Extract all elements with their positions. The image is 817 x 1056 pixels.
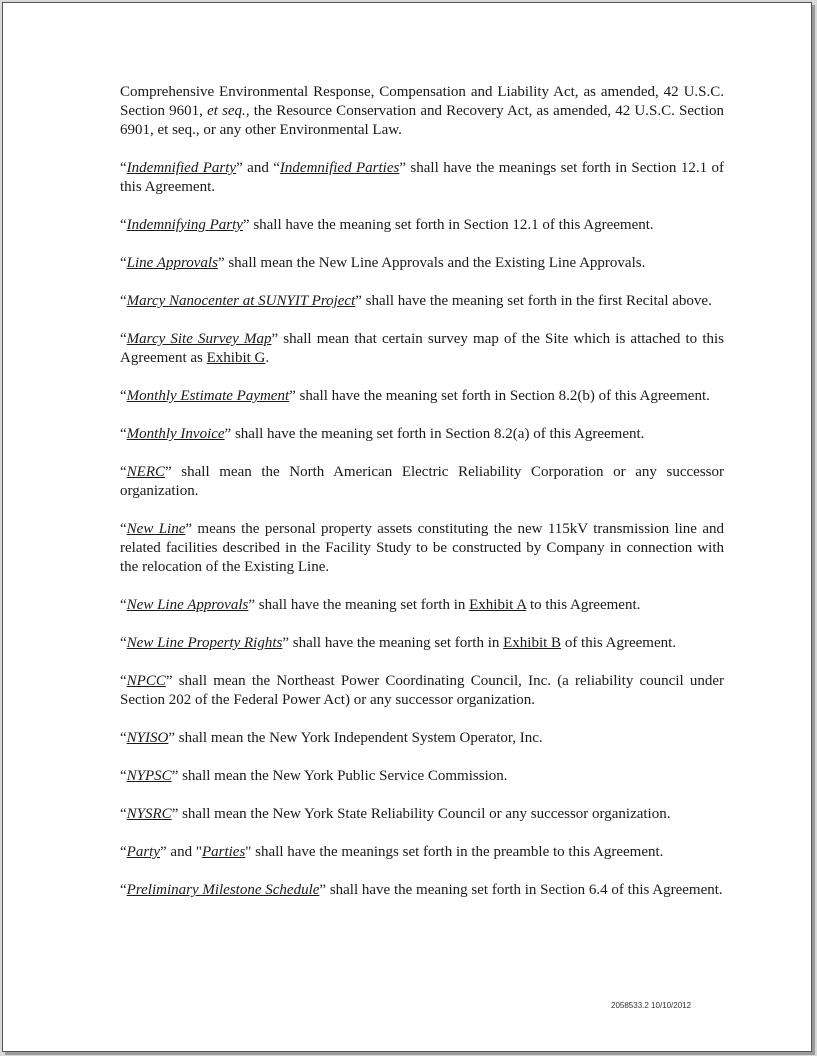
exhibit-reference: Exhibit A bbox=[469, 597, 527, 613]
definition-paragraph bbox=[120, 159, 724, 197]
exhibit-reference: Exhibit G bbox=[206, 350, 266, 366]
definition-text: “ bbox=[120, 464, 127, 480]
definition-text: “ bbox=[120, 844, 127, 860]
definition-text: “ bbox=[120, 331, 127, 347]
intro-paragraph bbox=[120, 83, 724, 140]
intro-text-1: Comprehensive Environmental Response, Compensation and Liability Act, as amended, 42 U.S.C. Section 9601, bbox=[120, 84, 724, 119]
defined-term: Monthly Estimate Payment bbox=[126, 388, 290, 404]
document-body bbox=[120, 83, 724, 919]
definition-text: “ bbox=[120, 730, 127, 746]
definition-text: ” and " bbox=[160, 844, 202, 860]
definition-text: ” shall have the meaning set forth in the first Recital above. bbox=[355, 293, 712, 309]
definition-paragraph bbox=[120, 330, 724, 368]
defined-term: Party bbox=[126, 844, 160, 860]
definition-text: “ bbox=[120, 806, 127, 822]
definition-text: ” shall have the meaning set forth in Section 12.1 of this Agreement. bbox=[242, 217, 654, 233]
definition-text: “ bbox=[120, 293, 127, 309]
definition-text: “ bbox=[120, 426, 127, 442]
defined-term: Parties bbox=[201, 844, 246, 860]
defined-term: Marcy Nanocenter at SUNYIT Project bbox=[126, 293, 356, 309]
definition-paragraph bbox=[120, 387, 724, 406]
definition-paragraph bbox=[120, 292, 724, 311]
defined-term: Marcy Site Survey Map bbox=[126, 331, 272, 347]
defined-term: NPCC bbox=[126, 673, 166, 689]
defined-term: New Line Approvals bbox=[126, 597, 249, 613]
definition-text: ” shall have the meaning set forth in Section 8.2(b) of this Agreement. bbox=[289, 388, 710, 404]
definition-text: ” and “ bbox=[236, 160, 280, 176]
definition-text: . bbox=[265, 350, 270, 366]
definition-text: “ bbox=[120, 217, 127, 233]
defined-term: New Line bbox=[126, 521, 186, 537]
defined-term: NYISO bbox=[126, 730, 169, 746]
defined-term: Preliminary Milestone Schedule bbox=[126, 882, 320, 898]
defined-term: NERC bbox=[126, 464, 166, 480]
definition-paragraph bbox=[120, 881, 724, 900]
definition-text: “ bbox=[120, 521, 127, 537]
defined-term: NYSRC bbox=[126, 806, 172, 822]
definition-text: “ bbox=[120, 160, 127, 176]
definition-paragraph bbox=[120, 767, 724, 786]
definition-paragraph bbox=[120, 805, 724, 824]
definition-text: ” shall mean the Northeast Power Coordinating Council, Inc. (a reliability council under Section 202 of the Federal Power Act) or any successor organization. bbox=[120, 673, 724, 708]
definition-text: “ bbox=[120, 388, 127, 404]
definition-paragraph bbox=[120, 254, 724, 273]
definition-paragraph bbox=[120, 216, 724, 235]
defined-term: NYPSC bbox=[126, 768, 172, 784]
definition-paragraph bbox=[120, 596, 724, 615]
definition-text: ” shall have the meaning set forth in bbox=[282, 635, 504, 651]
defined-term: Line Approvals bbox=[126, 255, 218, 271]
definition-paragraph bbox=[120, 425, 724, 444]
definition-text: ” shall mean that certain survey map of the Site which is attached to this Agreement as bbox=[120, 331, 724, 366]
document-page bbox=[2, 2, 812, 1052]
definition-text: “ bbox=[120, 882, 127, 898]
defined-term: Indemnifying Party bbox=[126, 217, 243, 233]
definition-text: “ bbox=[120, 768, 127, 784]
definition-text: of this Agreement. bbox=[561, 635, 677, 651]
definition-text: “ bbox=[120, 635, 127, 651]
definition-text: “ bbox=[120, 673, 127, 689]
intro-text-2: , the Resource Conservation and Recovery Act, as amended, 42 U.S.C. Section 6901, et seq., or any other Environmental Law. bbox=[120, 103, 724, 138]
definition-text: ” shall mean the New York State Reliability Council or any successor organization. bbox=[171, 806, 671, 822]
defined-term: Indemnified Party bbox=[126, 160, 237, 176]
definition-text: " shall have the meanings set forth in the preamble to this Agreement. bbox=[245, 844, 664, 860]
definitions-list bbox=[120, 159, 724, 900]
definition-text: “ bbox=[120, 597, 127, 613]
definition-text: ” shall mean the New York Public Service Commission. bbox=[171, 768, 508, 784]
definition-text: ” means the personal property assets constituting the new 115kV transmission line and related facilities described in the Facility Study to be constructed by Company in connection with the relocation of the Existing Line. bbox=[120, 521, 724, 575]
definition-text: ” shall have the meaning set forth in Section 8.2(a) of this Agreement. bbox=[224, 426, 645, 442]
definition-paragraph bbox=[120, 520, 724, 577]
definition-text: to this Agreement. bbox=[526, 597, 641, 613]
definition-text: “ bbox=[120, 255, 127, 271]
definition-text: ” shall mean the North American Electric Reliability Corporation or any successor organization. bbox=[120, 464, 724, 499]
definition-paragraph bbox=[120, 463, 724, 501]
defined-term: New Line Property Rights bbox=[126, 635, 283, 651]
definition-text: ” shall mean the New York Independent System Operator, Inc. bbox=[168, 730, 543, 746]
definition-text: ” shall have the meaning set forth in bbox=[248, 597, 470, 613]
definition-text: ” shall have the meanings set forth in Section 12.1 of this Agreement. bbox=[120, 160, 724, 195]
exhibit-reference: Exhibit B bbox=[503, 635, 562, 651]
definition-paragraph bbox=[120, 634, 724, 653]
definition-paragraph bbox=[120, 672, 724, 710]
defined-term: Indemnified Parties bbox=[279, 160, 400, 176]
definition-text: ” shall have the meaning set forth in Section 6.4 of this Agreement. bbox=[319, 882, 723, 898]
defined-term: Monthly Invoice bbox=[126, 426, 225, 442]
intro-et-seq: et seq. bbox=[207, 103, 246, 119]
definition-paragraph bbox=[120, 729, 724, 748]
definition-paragraph bbox=[120, 843, 724, 862]
definition-text: ” shall mean the New Line Approvals and the Existing Line Approvals. bbox=[217, 255, 646, 271]
document-footer-id: 2058533.2 10/10/2012 bbox=[611, 1001, 692, 1010]
